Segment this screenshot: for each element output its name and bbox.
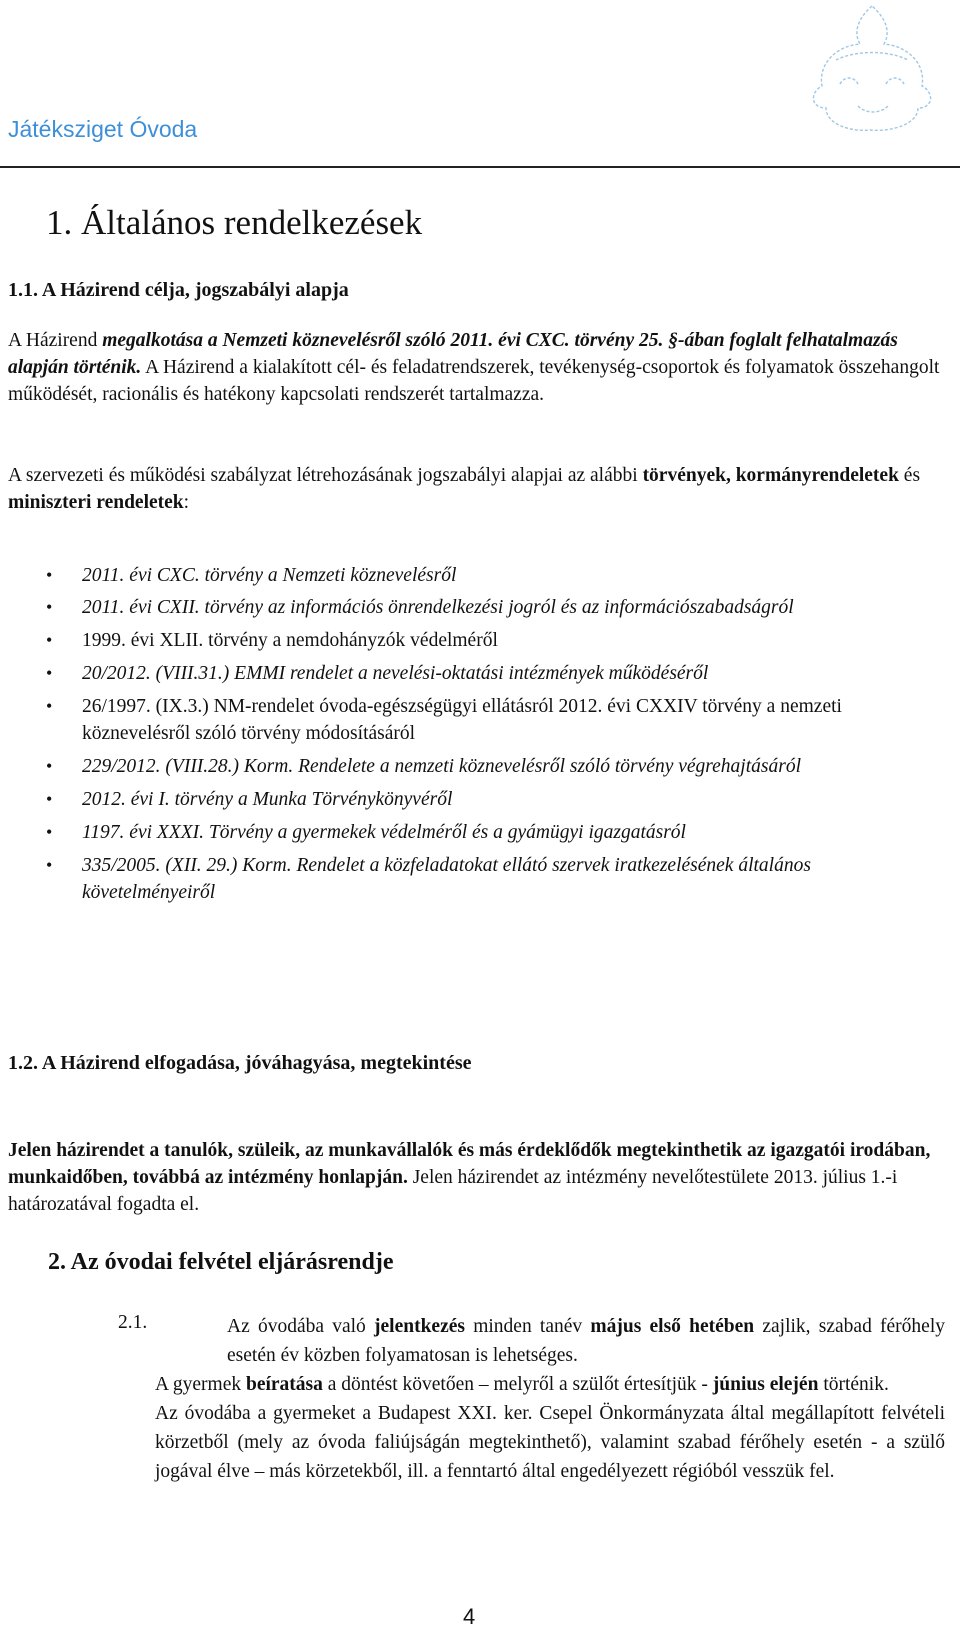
district-paragraph: Az óvodába a gyermeket a Budapest XXI. ker. Csepel Önkormányzata által megállapított felvételi körzetből (mely az óvoda faliújságán megtekinthető), valamint szabad férőhely esetén - a szülő jogával élve – más körzetekből, ill. a fenntartó által engedélyezett régióból vesszük fel. bbox=[155, 1403, 945, 1482]
s1-text-e: zajlik, szabad férőhely esetén év közben folyamatosan is lehetséges. bbox=[227, 1316, 945, 1366]
page-number: 4 bbox=[463, 1604, 476, 1629]
list-item bbox=[0, 852, 940, 906]
p3-text-a: Jelen házirendet a tanulók, szüleik, az munkavállalók és más érdeklődők megtekinthetik az igazgatói irodában, munkaidőben, továbbá az intézmény honlapján. bbox=[8, 1140, 931, 1188]
bullet-icon: • bbox=[46, 756, 53, 776]
bullet-icon: • bbox=[46, 630, 53, 650]
p2-text-a: A szervezeti és működési szabályzat létrehozásának jogszabályi alapjai az alábbi bbox=[8, 465, 643, 486]
law-text: 229/2012. (VIII.28.) Korm. Rendelete a nemzeti köznevelésről szóló törvény végrehajtásáról bbox=[82, 756, 801, 777]
registration-paragraph bbox=[155, 1370, 945, 1399]
s2-text-e: történik. bbox=[818, 1374, 889, 1395]
child-face-logo-icon bbox=[796, 0, 948, 138]
s2-text-b: beíratása bbox=[245, 1374, 323, 1395]
law-text: 2011. évi CXII. törvény az információs önrendelkezési jogról és az információszabadságról bbox=[82, 597, 794, 618]
bullet-icon: • bbox=[46, 663, 53, 683]
bullet-icon: • bbox=[46, 597, 53, 617]
law-text: 1999. évi XLII. törvény a nemdohányzók védelméről bbox=[82, 630, 498, 651]
list-item bbox=[0, 562, 940, 589]
enrollment-paragraph bbox=[155, 1312, 945, 1370]
subsection-1-1-title: 1.1. A Házirend célja, jogszabályi alapja bbox=[8, 279, 349, 301]
bullet-icon: • bbox=[46, 822, 53, 842]
list-item bbox=[0, 786, 940, 813]
paragraph-legal-basis bbox=[8, 327, 948, 408]
p2-text-d: miniszteri rendeletek bbox=[8, 492, 184, 513]
section-2-1-body bbox=[155, 1312, 945, 1486]
bullet-icon: • bbox=[46, 855, 53, 875]
p1-text-a: A Házirend bbox=[8, 330, 103, 351]
section-2-1-number: 2.1. bbox=[118, 1312, 148, 1333]
s1-text-c: minden tanév bbox=[465, 1316, 591, 1337]
paragraph-acceptance bbox=[8, 1137, 948, 1218]
section-1-title: 1. Általános rendelkezések bbox=[46, 203, 423, 242]
s1-text-d: május első hetében bbox=[590, 1316, 755, 1337]
list-item bbox=[0, 660, 940, 687]
p2-text-b: törvények, kormányrendeletek bbox=[642, 465, 899, 486]
law-text: 20/2012. (VIII.31.) EMMI rendelet a nevelési-oktatási intézmények működéséről bbox=[82, 663, 709, 684]
p1-text-c: A Házirend a kialakított cél- és feladatrendszerek, tevékenység-csoportok és folyamatok összehangolt működését, racionális és hatékony kapcsolati rendszerét tartalmazza. bbox=[8, 357, 940, 405]
s1-text-b: jelentkezés bbox=[374, 1316, 465, 1337]
p3-text-b: Jelen házirendet az intézmény nevelőtestülete 2013. július 1.-i határozatával fogadta el. bbox=[8, 1167, 898, 1215]
list-item bbox=[0, 693, 940, 747]
bullet-icon: • bbox=[46, 565, 53, 585]
bullet-icon: • bbox=[46, 789, 53, 809]
law-text: 2011. évi CXC. törvény a Nemzeti köznevelésről bbox=[82, 565, 457, 586]
list-item bbox=[0, 594, 940, 621]
p2-text-c: és bbox=[898, 465, 921, 486]
list-item bbox=[0, 819, 940, 846]
s2-text-d: június elején bbox=[712, 1374, 819, 1395]
s2-text-c: a döntést követően – melyről a szülőt értesítjük - bbox=[322, 1374, 713, 1395]
law-text: 1197. évi XXXI. Törvény a gyermekek védelméről és a gyámügyi igazgatásról bbox=[82, 822, 686, 843]
law-text: 2012. évi I. törvény a Munka Törvénykönyvéről bbox=[82, 789, 453, 810]
s2-text-a: A gyermek bbox=[155, 1374, 246, 1395]
law-text: 26/1997. (IX.3.) NM-rendelet óvoda-egészségügyi ellátásról 2012. évi CXXIV törvény a nemzeti köznevelésről szóló törvény módosításáról bbox=[82, 696, 842, 744]
list-item bbox=[0, 627, 940, 654]
law-list bbox=[0, 562, 940, 906]
p1-text-b: megalkotása a Nemzeti köznevelésről szóló 2011. évi CXC. törvény 25. §-ában foglalt felhatalmazás alapján történik. bbox=[8, 330, 898, 378]
header-divider bbox=[0, 166, 960, 168]
bullet-icon: • bbox=[46, 696, 53, 716]
enrollment-lead bbox=[155, 1312, 945, 1370]
list-item bbox=[0, 753, 940, 780]
section-2-title: 2. Az óvodai felvétel eljárásrendje bbox=[48, 1249, 394, 1275]
p2-text-e: : bbox=[183, 492, 190, 513]
subsection-1-2-title: 1.2. A Házirend elfogadása, jóváhagyása, megtekintése bbox=[8, 1052, 472, 1074]
paragraph-regulations-intro bbox=[8, 462, 948, 516]
law-text: 335/2005. (XII. 29.) Korm. Rendelet a közfeladatokat ellátó szervek iratkezelésének általános követelményeiről bbox=[82, 855, 811, 903]
organization-name: Játéksziget Óvoda bbox=[8, 116, 198, 142]
s1-text-a: Az óvodába való bbox=[227, 1316, 375, 1337]
